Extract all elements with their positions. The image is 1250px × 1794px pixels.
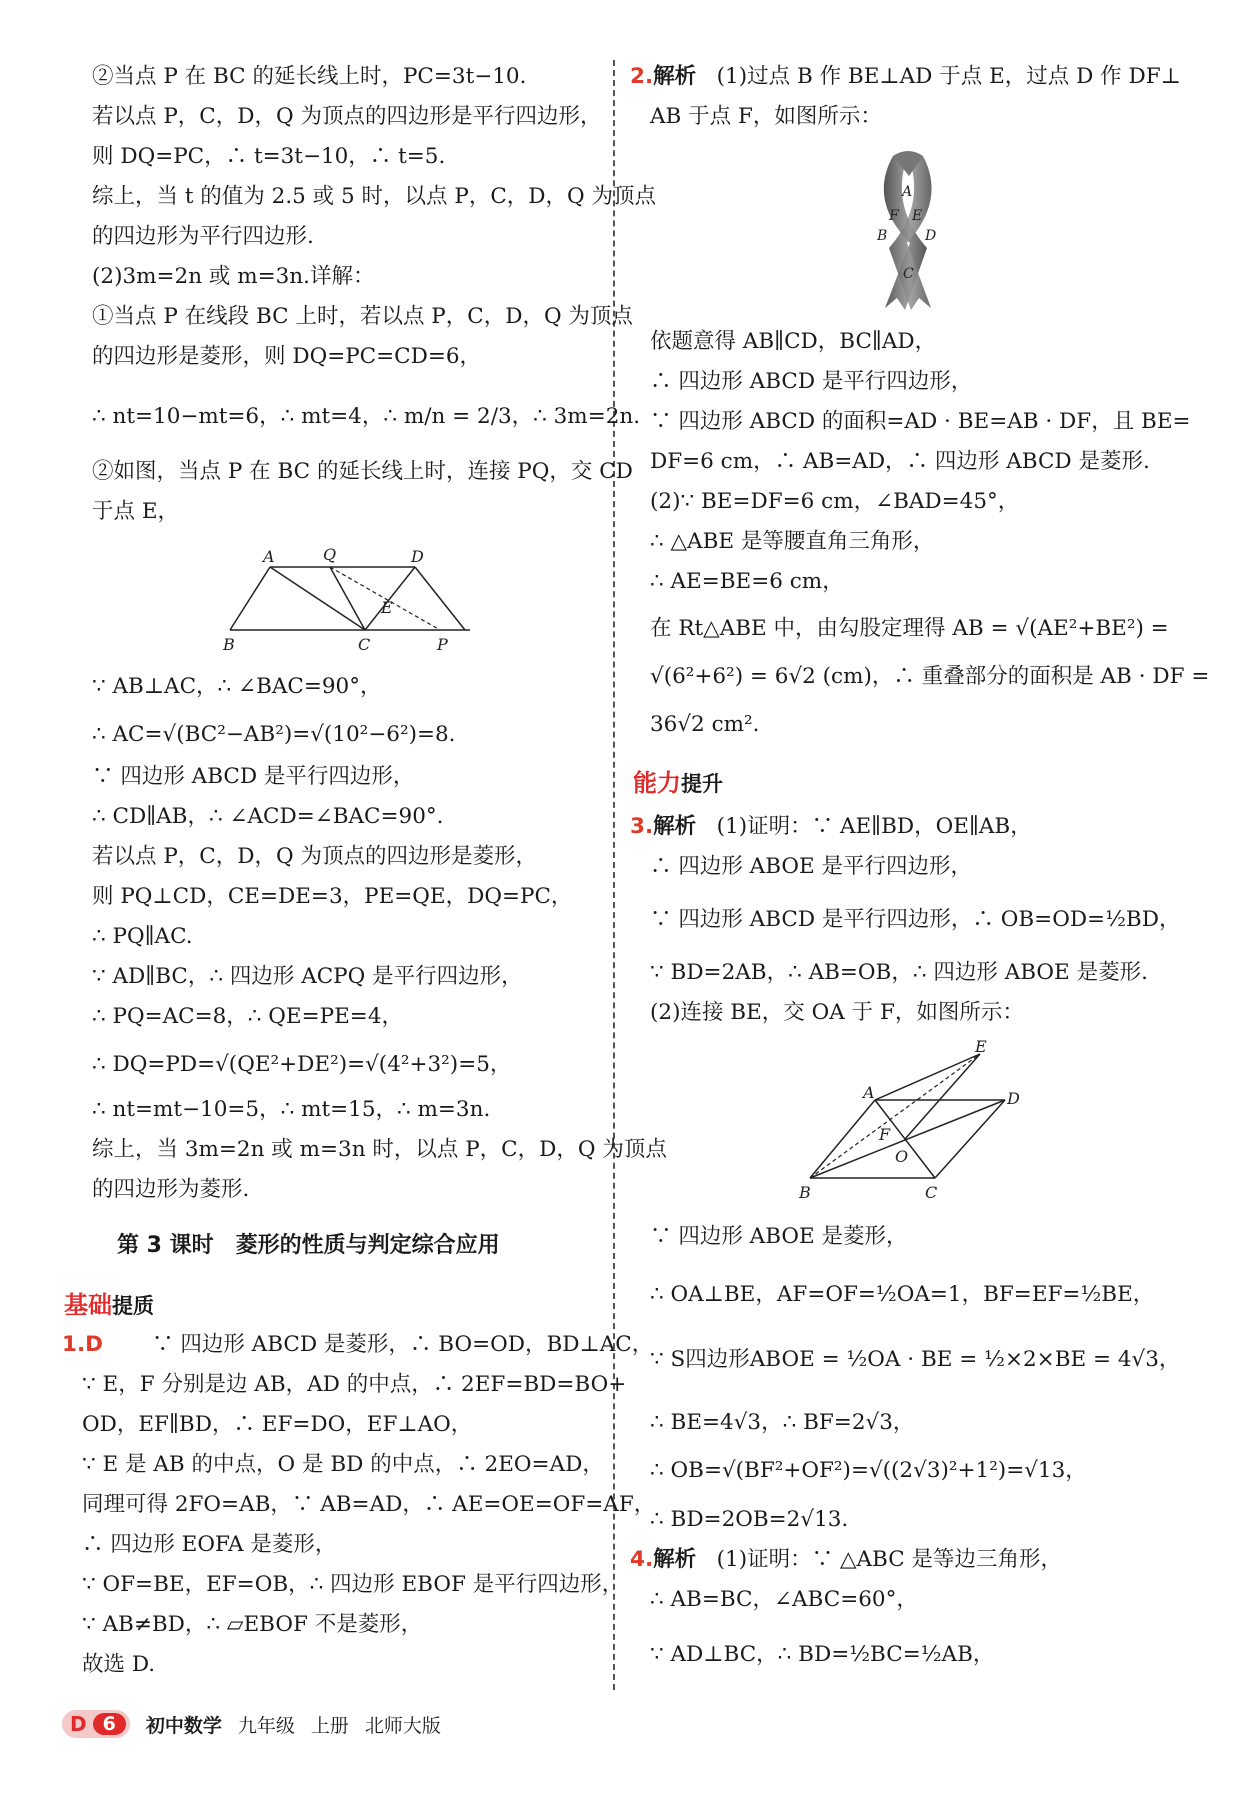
q4-tag: 解析	[653, 1547, 697, 1572]
fig3-label-D: D	[1007, 1089, 1020, 1108]
q2-text-line: ∴ △ABE 是等腰直角三角形，	[650, 529, 935, 554]
q1-text-line: ∵ E 是 AB 的中点，O 是 BD 的中点，∴ 2EO=AD，	[82, 1452, 604, 1477]
left-text-line: 综上，当 t 的值为 2.5 或 5 时，以点 P，C，D，Q 为顶点	[92, 184, 656, 209]
q2-text-line: 36√2 cm².	[650, 712, 760, 737]
q2-text-line: 依题意得 AB∥CD，BC∥AD，	[650, 329, 937, 354]
q3-text-line: ∴ BD=2OB=2√13.	[650, 1507, 849, 1532]
footer-subject: 初中数学	[145, 1714, 222, 1737]
footer-edition: 北师大版	[364, 1714, 441, 1737]
ability-title-main: 能力	[633, 769, 681, 797]
q1-number: 1.	[62, 1332, 86, 1357]
figure-parallelogram	[215, 545, 475, 655]
figure-rhombus	[795, 1040, 1025, 1205]
q2-text-line: DF=6 cm，∴ AB=AD，∴ 四边形 ABCD 是菱形.	[650, 449, 1150, 474]
basic-title-main: 基础	[64, 1291, 112, 1319]
left-text-line: ∴ DQ=PD=√(QE²+DE²)=√(4²+3²)=5，	[92, 1052, 512, 1077]
left-text-line: 则 DQ=PC，∴ t=3t−10，∴ t=5.	[92, 144, 446, 169]
q2-tag: 解析	[653, 64, 697, 89]
page-footer	[62, 1710, 441, 1738]
left-text-line: 综上，当 3m=2n 或 m=3n 时，以点 P，C，D，Q 为顶点	[92, 1137, 667, 1162]
q1-answer: D	[85, 1332, 103, 1357]
fig3-label-F: F	[879, 1125, 891, 1144]
left-text-line: (2)3m=2n 或 m=3n.详解：	[92, 264, 375, 289]
left-text-line: ∴ nt=10−mt=6，∴ mt=4，∴ m/n = 2/3，∴ 3m=2n.	[92, 404, 641, 429]
q3-tag: 解析	[653, 814, 697, 839]
footer-term: 上册	[310, 1714, 349, 1737]
left-text-line: 的四边形是菱形，则 DQ=PC=CD=6，	[92, 344, 482, 369]
q1-text-line: 同理可得 2FO=AB，∵ AB=AD，∴ AE=OE=OF=AF，	[82, 1492, 656, 1517]
q4-first-line: (1)证明：∵ △ABC 是等边三角形，	[716, 1547, 1063, 1572]
fig2-label-A: A	[902, 184, 913, 200]
fig3-label-O: O	[895, 1147, 909, 1166]
left-text-line: 若以点 P，C，D，Q 为顶点的四边形是平行四边形，	[92, 104, 602, 129]
fig1-label-D: D	[411, 547, 424, 566]
fig3-label-E: E	[975, 1040, 987, 1056]
fig1-label-P: P	[437, 635, 448, 654]
basic-section-title	[64, 1285, 154, 1320]
left-text-line: ②如图，当点 P 在 BC 的延长线上时，连接 PQ，交 CD	[92, 459, 633, 484]
q2-text-line: (2)∵ BE=DF=6 cm，∠BAD=45°，	[650, 489, 1020, 514]
q2-head	[630, 62, 1181, 92]
q4-head	[630, 1545, 1062, 1575]
q1-text-line: ∵ OF=BE，EF=OB，∴ 四边形 EBOF 是平行四边形，	[82, 1572, 624, 1597]
left-text-line: ∵ AD∥BC，∴ 四边形 ACPQ 是平行四边形，	[92, 964, 523, 989]
q3-text-line: ∵ BD=2AB，∴ AB=OB，∴ 四边形 ABOE 是菱形.	[650, 960, 1148, 985]
fig3-label-C: C	[925, 1183, 938, 1202]
q2-text-line: ∴ 四边形 ABCD 是平行四边形，	[650, 369, 973, 394]
ability-section-title	[633, 763, 723, 798]
q3-head	[630, 812, 1032, 842]
figure-ribbon	[865, 148, 950, 313]
q1-text-line: OD，EF∥BD，∴ EF=DO，EF⊥AO，	[82, 1412, 473, 1437]
fig2-label-F: F	[889, 208, 899, 224]
q2-text-line: ∵ 四边形 ABCD 的面积=AD · BE=AB · DF，且 BE=	[650, 409, 1191, 434]
left-text-line: ∴ nt=mt−10=5，∴ mt=15，∴ m=3n.	[92, 1097, 491, 1122]
footer-grade: 九年级	[237, 1714, 295, 1737]
q3-text-line: ∴ BE=4√3，∴ BF=2√3，	[650, 1410, 915, 1435]
ability-title-sub: 提升	[681, 772, 723, 796]
q2-text-line: 在 Rt△ABE 中，由勾股定理得 AB = √(AE²+BE²) =	[650, 616, 1169, 641]
q2-text-line: ∴ AE=BE=6 cm，	[650, 569, 844, 594]
fig3-label-A: A	[863, 1083, 875, 1102]
fig3-label-B: B	[799, 1183, 811, 1202]
fig2-label-B: B	[877, 228, 888, 244]
left-text-line: ∴ AC=√(BC²−AB²)=√(10²−6²)=8.	[92, 722, 456, 747]
fig2-label-D: D	[925, 228, 937, 244]
q4-text-line: ∵ AD⊥BC，∴ BD=½BC=½AB，	[650, 1642, 995, 1667]
fig1-label-B: B	[223, 635, 235, 654]
q2-text-line: AB 于点 F，如图所示：	[650, 104, 882, 129]
basic-title-sub: 提质	[112, 1294, 154, 1318]
q4-number: 4.	[630, 1547, 654, 1572]
left-text-line: ∴ PQ=AC=8，∴ QE=PE=4，	[92, 1004, 403, 1029]
left-text-line: ∵ AB⊥AC，∴ ∠BAC=90°，	[92, 674, 382, 699]
q3-text-line: ∴ OA⊥BE，AF=OF=½OA=1，BF=EF=½BE，	[650, 1282, 1155, 1307]
q1-text-line: 故选 D.	[82, 1652, 156, 1677]
q1-text-line: ∵ 四边形 ABCD 是菱形，∴ BO=OD，BD⊥AC，	[152, 1332, 654, 1357]
q3-text-line: (2)连接 BE，交 OA 于 F，如图所示：	[650, 1000, 1024, 1025]
q1-text-line: ∵ AB≠BD，∴ ▱EBOF 不是菱形，	[82, 1612, 423, 1637]
footer-letter: D	[70, 1712, 87, 1736]
left-text-line: 于点 E，	[92, 499, 180, 524]
q1-text-line: ∵ E，F 分别是边 AB，AD 的中点，∴ 2EF=BD=BO+	[82, 1372, 627, 1397]
page-number: 6	[93, 1713, 126, 1735]
q3-text-line: ∴ 四边形 ABOE 是平行四边形，	[650, 854, 973, 879]
q3-text-line: ∵ 四边形 ABOE 是菱形，	[650, 1224, 908, 1249]
lesson-title: 第 3 课时 菱形的性质与判定综合应用	[117, 1233, 500, 1258]
left-text-line: 的四边形为菱形.	[92, 1177, 250, 1202]
fig1-label-E: E	[381, 598, 393, 617]
left-text-line: 的四边形为平行四边形.	[92, 224, 314, 249]
q2-number: 2.	[630, 64, 654, 89]
q3-number: 3.	[630, 814, 654, 839]
q3-text-line: ∴ OB=√(BF²+OF²)=√((2√3)²+1²)=√13，	[650, 1458, 1087, 1483]
fig2-label-E: E	[912, 208, 923, 224]
q4-text-line: ∴ AB=BC，∠ABC=60°，	[650, 1587, 918, 1612]
left-text-line: 若以点 P，C，D，Q 为顶点的四边形是菱形，	[92, 844, 537, 869]
q2-text-line: √(6²+6²) = 6√2 (cm)，∴ 重叠部分的面积是 AB · DF =	[650, 664, 1210, 689]
fig1-label-A: A	[263, 547, 275, 566]
fig1-label-C: C	[358, 635, 371, 654]
q1-head	[62, 1330, 103, 1360]
fig1-label-Q: Q	[323, 545, 337, 564]
left-text-line: ∵ 四边形 ABCD 是平行四边形，	[92, 764, 415, 789]
q1-text-line: ∴ 四边形 EOFA 是菱形，	[82, 1532, 337, 1557]
left-text-line: ②当点 P 在 BC 的延长线上时，PC=3t−10.	[92, 64, 527, 89]
q3-first-line: (1)证明：∵ AE∥BD，OE∥AB，	[716, 814, 1032, 839]
left-text-line: ∴ CD∥AB，∴ ∠ACD=∠BAC=90°.	[92, 804, 444, 829]
q2-first-line: (1)过点 B 作 BE⊥AD 于点 E，过点 D 作 DF⊥	[716, 64, 1181, 89]
page-badge	[62, 1710, 130, 1738]
left-text-line: 则 PQ⊥CD，CE=DE=3，PE=QE，DQ=PC，	[92, 884, 573, 909]
q3-text-line: ∵ S四边形ABOE = ½OA · BE = ½×2×BE = 4√3，	[650, 1347, 1181, 1372]
left-text-line: ∴ PQ∥AC.	[92, 924, 193, 949]
q3-text-line: ∵ 四边形 ABCD 是平行四边形，∴ OB=OD=½BD，	[650, 907, 1181, 932]
fig2-label-C: C	[903, 266, 914, 282]
left-text-line: ①当点 P 在线段 BC 上时，若以点 P，C，D，Q 为顶点	[92, 304, 633, 329]
